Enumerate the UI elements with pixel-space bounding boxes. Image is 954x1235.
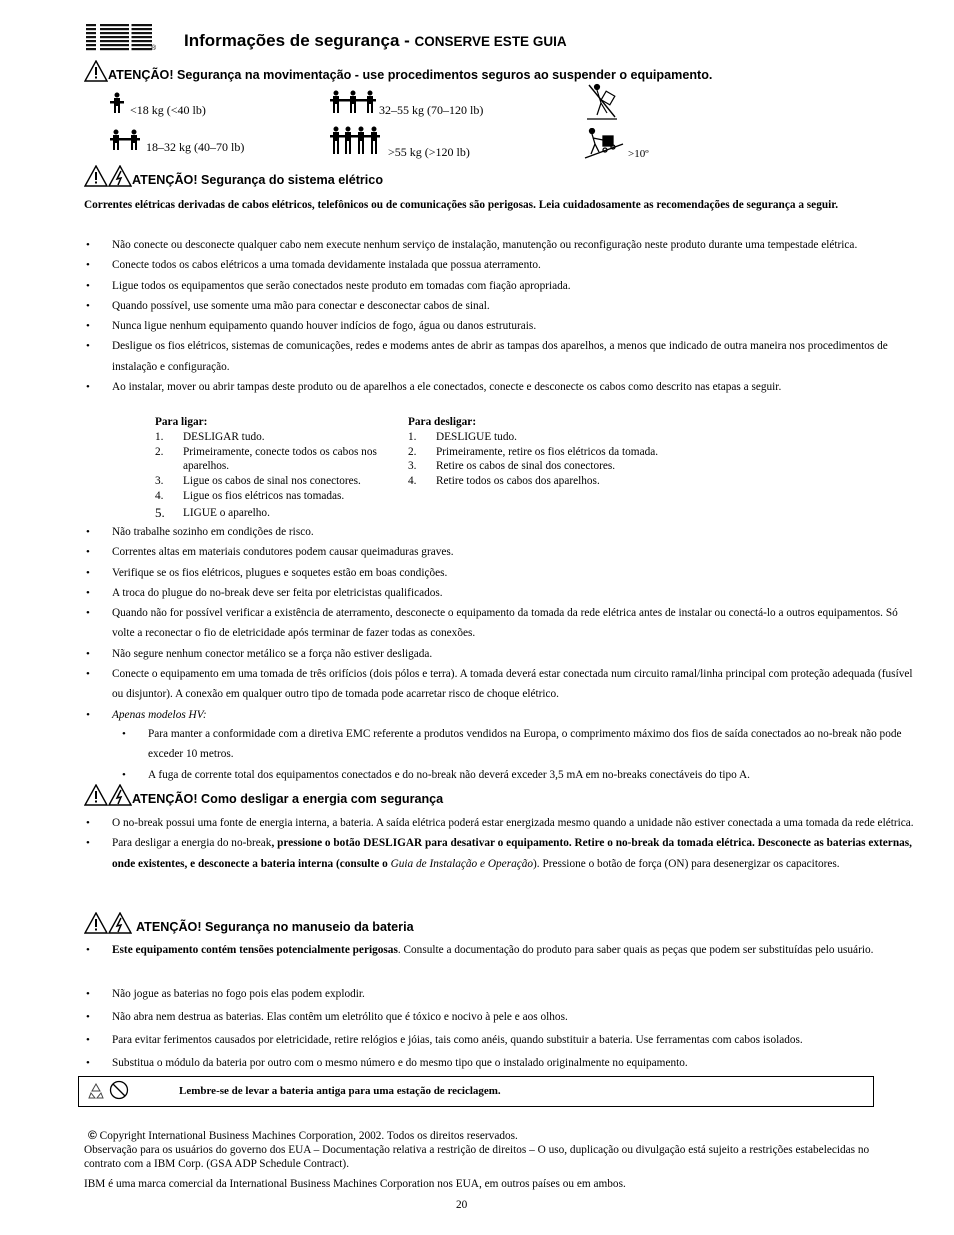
power-heading-row [84,784,443,806]
power-text-c: ). Pressione o botão de força (ON) para desenergizar os capacitores. [533,857,840,870]
power-text-a: Para desligar a energia do no-break [112,837,272,850]
power-heading: ATENÇÃO! Como desligar a energia com segurança [132,792,444,806]
disconnect-steps [408,415,728,489]
warning-triangle-icon [84,912,108,934]
hv-label: • Apenas modelos HV: [84,705,920,725]
warning-triangle-icon [84,165,108,187]
list-item: • Para manter a conformidade com a diretiva EMC referente a produtos vendidos na Europa, o comprimento máximo dos fios de saída conectados ao no-break não pode exceder 10 metros. [120,724,910,765]
step-row [408,430,728,445]
movement-heading: ATENÇÃO! Segurança na movimentação - use procedimentos seguros ao suspender o equipamento. [108,68,713,82]
step-text: Primeiramente, conecte todos os cabos nos aparelhos. [183,445,377,473]
connect-heading: Para ligar: [155,416,208,428]
registered-mark: ® [151,45,157,52]
electrical-bullets-a [84,235,920,397]
electrical-hazard-icon [108,784,132,806]
warning-triangle-icon [84,784,108,806]
list-item: • Desligue os fios elétricos, sistemas de comunicações, redes e modems antes de abrir as tampas dos aparelhos, a menos que indicado de outra maneira nos procedimentos de instalação e configuração. [84,336,920,377]
list-item: • Correntes altas em materiais condutores podem causar queimaduras graves. [84,542,920,562]
connect-steps [155,415,405,521]
electrical-hazard-icon [108,912,132,934]
copyright-text: Copyright International Business Machines Corporation, 2002. Todos os direitos reservados. [96,1130,518,1142]
list-item: • Conecte o equipamento em uma tomada de três orifícios (dois pólos e terra). A tomada deverá estar conectada num circuito ramal/linha principal com proteção adequada (fusível ou disjuntor). A conexão em qualquer outro tipo de tomada pode acarretar risco de choque elétrico. [84,664,920,705]
warning-triangle-icon [84,60,108,82]
step-text: Ligue os cabos de sinal nos conectores. [183,475,361,488]
step-number: 2. [155,445,164,458]
step-number: 5. [155,504,165,520]
guide-reference: Guia de Instalação e Operação [390,857,534,870]
list-item: • Verifique se os fios elétricos, plugues e soquetes estão em boas condições. [84,563,920,583]
step-row [155,445,405,475]
battery-heading: ATENÇÃO! Segurança no manuseio da bateria [136,920,414,934]
electrical-heading: ATENÇÃO! Segurança do sistema elétrico [132,173,384,187]
step-number: 3. [408,460,417,473]
weight-label-3: 32–55 kg (70–120 lb) [379,103,484,117]
electrical-hazard-icon [108,165,132,187]
page-title [184,31,567,51]
weight-label-4: >55 kg (>120 lb) [388,145,470,159]
power-text-b: , pressione o botão DESLIGAR para desativar o equipamento. Retire o no-break da tomada elétrica. Desconecte as baterias externas, onde existentes, e desconecte a bateria interna (consulte o [112,837,912,870]
power-bullets [84,813,920,874]
step-row [155,506,405,521]
list-item: • Não abra nem destrua as baterias. Elas contêm um eletrólito que é tóxico e nocivo à pele e aos olhos. [84,1007,920,1027]
no-trash-icon [109,1080,129,1100]
step-number: 1. [155,430,164,443]
page-number: 20 [456,1199,468,1211]
step-text: Ligue os fios elétricos nas tomadas. [183,489,345,502]
list-item: • A troca do plugue do no-break deve ser feita por eletricistas qualificados. [84,583,920,603]
step-number: 4. [155,489,164,502]
list-item: • Não conecte ou desconecte qualquer cabo nem execute nenhum serviço de instalação, manutenção ou reconfiguração neste produto durante uma tempestade elétrica. [84,235,920,255]
list-item: • Quando possível, use somente uma mão para conectar e desconectar cabos de sinal. [84,296,920,316]
incline-label: >10º [628,148,649,160]
list-item: • Não trabalhe sozinho em condições de risco. [84,522,920,542]
recycle-text: Lembre-se de levar a bateria antiga para uma estação de reciclagem. [179,1085,501,1097]
step-text: Retire os cabos de sinal dos conectores. [436,460,616,473]
copyright-symbol: © [88,1128,97,1142]
list-item: • A fuga de corrente total dos equipamentos conectados e do no-break não deverá exceder 3,5 mA em no-breaks conectáveis do tipo A. [120,765,910,785]
movement-heading-row [84,60,712,82]
list-item: • Para evitar ferimentos causados por eletricidade, retire relógios e jóias, tais como anéis, quando substituir a bateria. Use ferramentas com cabos isolados. [84,1030,920,1050]
step-row [155,474,405,489]
step-row [408,445,728,460]
recycle-icon [87,1082,105,1100]
list-item [84,833,920,874]
four-person-lift-icon [330,126,380,156]
step-row [155,430,405,445]
weight-label-1: <18 kg (<40 lb) [130,103,206,117]
list-item: • Não segure nenhum conector metálico se a força não estiver desligada. [84,644,920,664]
hv-bullets [120,724,910,785]
step-text: DESLIGUE tudo. [436,430,517,443]
step-number: 1. [408,430,417,443]
two-person-lift-icon [110,129,140,151]
title-subtitle: CONSERVE ESTE GUIA [414,34,567,49]
title-main: Informações de segurança - [184,31,415,50]
list-item: • Substitua o módulo da bateria por outro com o mesmo número e do mesmo tipo que o instalado originalmente no equipamento. [84,1053,920,1073]
battery-warning-rest: . Consulte a documentação do produto para saber quais as peças que podem ser substituídas pelo usuário. [397,944,874,956]
step-text: Primeiramente, retire os fios elétricos da tomada. [436,445,659,458]
list-item: • Conecte todos os cabos elétricos a uma tomada devidamente instalada que possua aterramento. [84,255,920,275]
step-number: 4. [408,475,417,488]
three-person-lift-icon [330,90,376,114]
step-number: 3. [155,475,164,488]
no-lift-forklift-icon [585,83,619,123]
copyright [88,1128,518,1143]
cart-incline-icon [583,128,625,160]
list-item: • Não jogue as baterias no fogo pois elas podem explodir. [84,984,920,1004]
electrical-heading-row [84,165,383,187]
list-item: • Ao instalar, mover ou abrir tampas deste produto ou de aparelhos a ele conectados, conecte e desconecte os cabos como descrito nas etapas a seguir. [84,377,920,397]
weight-label-2: 18–32 kg (40–70 lb) [146,140,245,154]
electrical-intro: Correntes elétricas derivadas de cabos elétricos, telefônicos ou de comunicações são perigosas. Leia cuidadosamente as recomendações de segurança a seguir. [84,199,839,211]
battery-bullets [84,984,920,1073]
ibm-logo [84,24,152,52]
recycle-notice [78,1076,874,1107]
step-text: Retire todos os cabos dos aparelhos. [436,475,600,488]
list-item: • O no-break possui uma fonte de energia interna, a bateria. A saída elétrica poderá estar energizada mesmo quando a unidade não estiver conectada a uma tomada da rede elétrica. [84,813,920,833]
step-number: 2. [408,445,417,458]
list-item [84,940,920,960]
list-item: • Nunca ligue nenhum equipamento quando houver indícios de fogo, água ou danos estruturais. [84,316,920,336]
step-text: DESLIGAR tudo. [183,430,265,443]
step-row [408,474,728,489]
step-row [155,489,405,504]
step-text: LIGUE o aparelho. [183,506,270,519]
battery-bullets-first [84,940,920,960]
battery-heading-row [84,912,414,934]
step-row [408,459,728,474]
restricted-rights-notice: Observação para os usuários do governo dos EUA – Documentação relativa a restrição de direitos – O uso, duplicação ou divulgação está sujeito a restrições estabelecidas no contrato com a IBM Corp. (GSA ADP Schedule Contract). [84,1144,870,1170]
electrical-bullets-b [84,522,920,725]
list-item: • Quando não for possível verificar a existência de aterramento, desconecte o equipamento da tomada da rede elétrica antes de instalar ou conectá-lo a outros equipamentos. Só volte a reconectar o fio de eletricidade após terminar de fazer todas as conexões. [84,603,920,644]
list-item: • Ligue todos os equipamentos que serão conectados neste produto em tomadas com fiação apropriada. [84,276,920,296]
one-person-lift-icon [110,92,124,114]
disconnect-heading: Para desligar: [408,416,477,428]
battery-warning-bold: Este equipamento contém tensões potencialmente perigosas [112,944,398,956]
trademark-notice: IBM é uma marca comercial da International Business Machines Corporation nos EUA, em outros países ou em ambos. [84,1178,626,1190]
